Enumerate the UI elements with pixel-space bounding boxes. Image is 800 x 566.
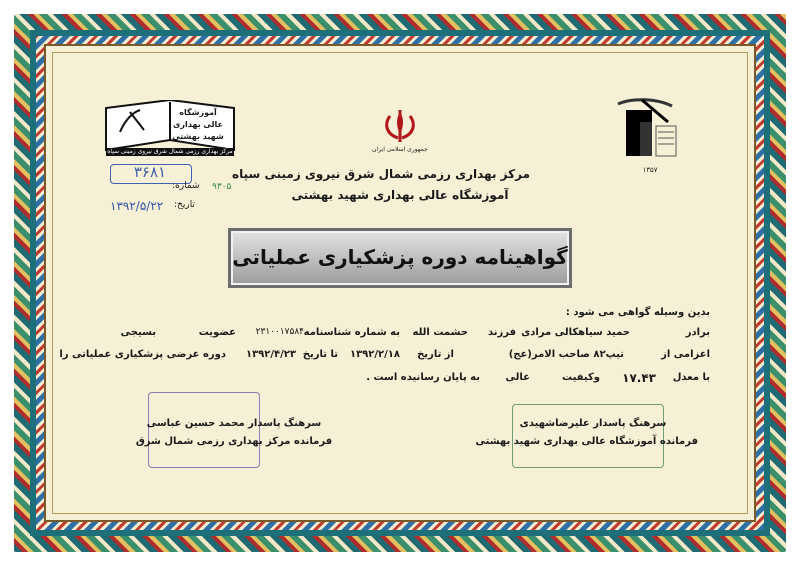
number-handwritten: ۹۳۰۵ [212,182,232,192]
from-date-value: ۱۳۹۲/۲/۱۸ [349,349,400,360]
student-name: حمید سیاهکالی مرادی [521,327,630,338]
course-text: دوره عرضی پزشکیاری عملیاتی را [59,349,226,360]
unit-name: تیپ۸۲ صاحب الامر(عج) [508,349,624,360]
to-date-value: ۱۳۹۲/۴/۲۳ [245,349,296,360]
number-label: شماره: [172,181,200,191]
intro-text: بدین وسیله گواهی می شود : [565,307,710,318]
quality-label: وکیفیت [562,372,600,383]
average-label: با معدل [672,372,710,383]
completion-text: به پایان رسانیده است . [366,372,480,383]
left-logo-line-2: عالی بهداری [173,120,223,129]
left-logo-line-1: آموزشگاه [179,108,217,117]
emblem-caption: جمهوری اسلامی ایران [372,146,428,153]
child-label: فرزند [487,327,516,338]
date-value: ۱۳۹۲/۵/۲۲ [110,199,164,213]
brother-label: برادر [685,327,710,338]
id-value: ۲۳۱۰۰۱۷۵۸۴ [255,327,304,337]
number-value: ۳۶۸۱ [133,163,167,181]
date-label: تاریخ: [174,200,195,210]
to-date-label: تا تاریخ [302,349,338,360]
member-value: بسیجی [120,327,156,338]
right-logo-year: ۱۳۵۷ [642,166,658,174]
iran-emblem-icon [376,108,424,148]
right-signer-name: سرهنگ پاسدار علیرضاشهیدی [519,418,667,429]
left-signer-title: فرمانده مرکز بهداری رزمی شمال شرق [135,436,333,447]
father-name: حشمت الله [412,327,468,338]
irgc-logo-icon [612,96,684,174]
left-signer-name: سرهنگ پاسدار محمد حسین عباسی [146,418,322,429]
member-label: عضویت [198,327,236,338]
header-line-1: مرکز بهداری رزمی شمال شرق نیروی زمینی سپاه [232,167,530,181]
average-value: ۱۷.۴۳ [622,371,656,385]
certificate-title: گواهینامه دوره پزشکیاری عملیاتی [232,245,568,269]
right-signer-title: فرمانده آموزشگاه عالی بهداری شهید بهشتی [475,436,698,447]
header-line-2: آموزشگاه عالی بهداری شهید بهشتی [291,188,509,202]
certificate-title-box [228,228,572,288]
left-logo-line-3: شهید بهشتی [172,132,224,141]
from-date-label: از تاریخ [417,349,454,360]
left-stamp [148,392,260,468]
quality-value: عالی [505,372,530,383]
left-logo-caption: مرکز بهداری رزمی شمال شرق نیروی زمینی سپاه [107,148,233,155]
id-label: به شماره شناسنامه [303,327,400,338]
dispatched-label: اعزامی از [661,349,710,360]
